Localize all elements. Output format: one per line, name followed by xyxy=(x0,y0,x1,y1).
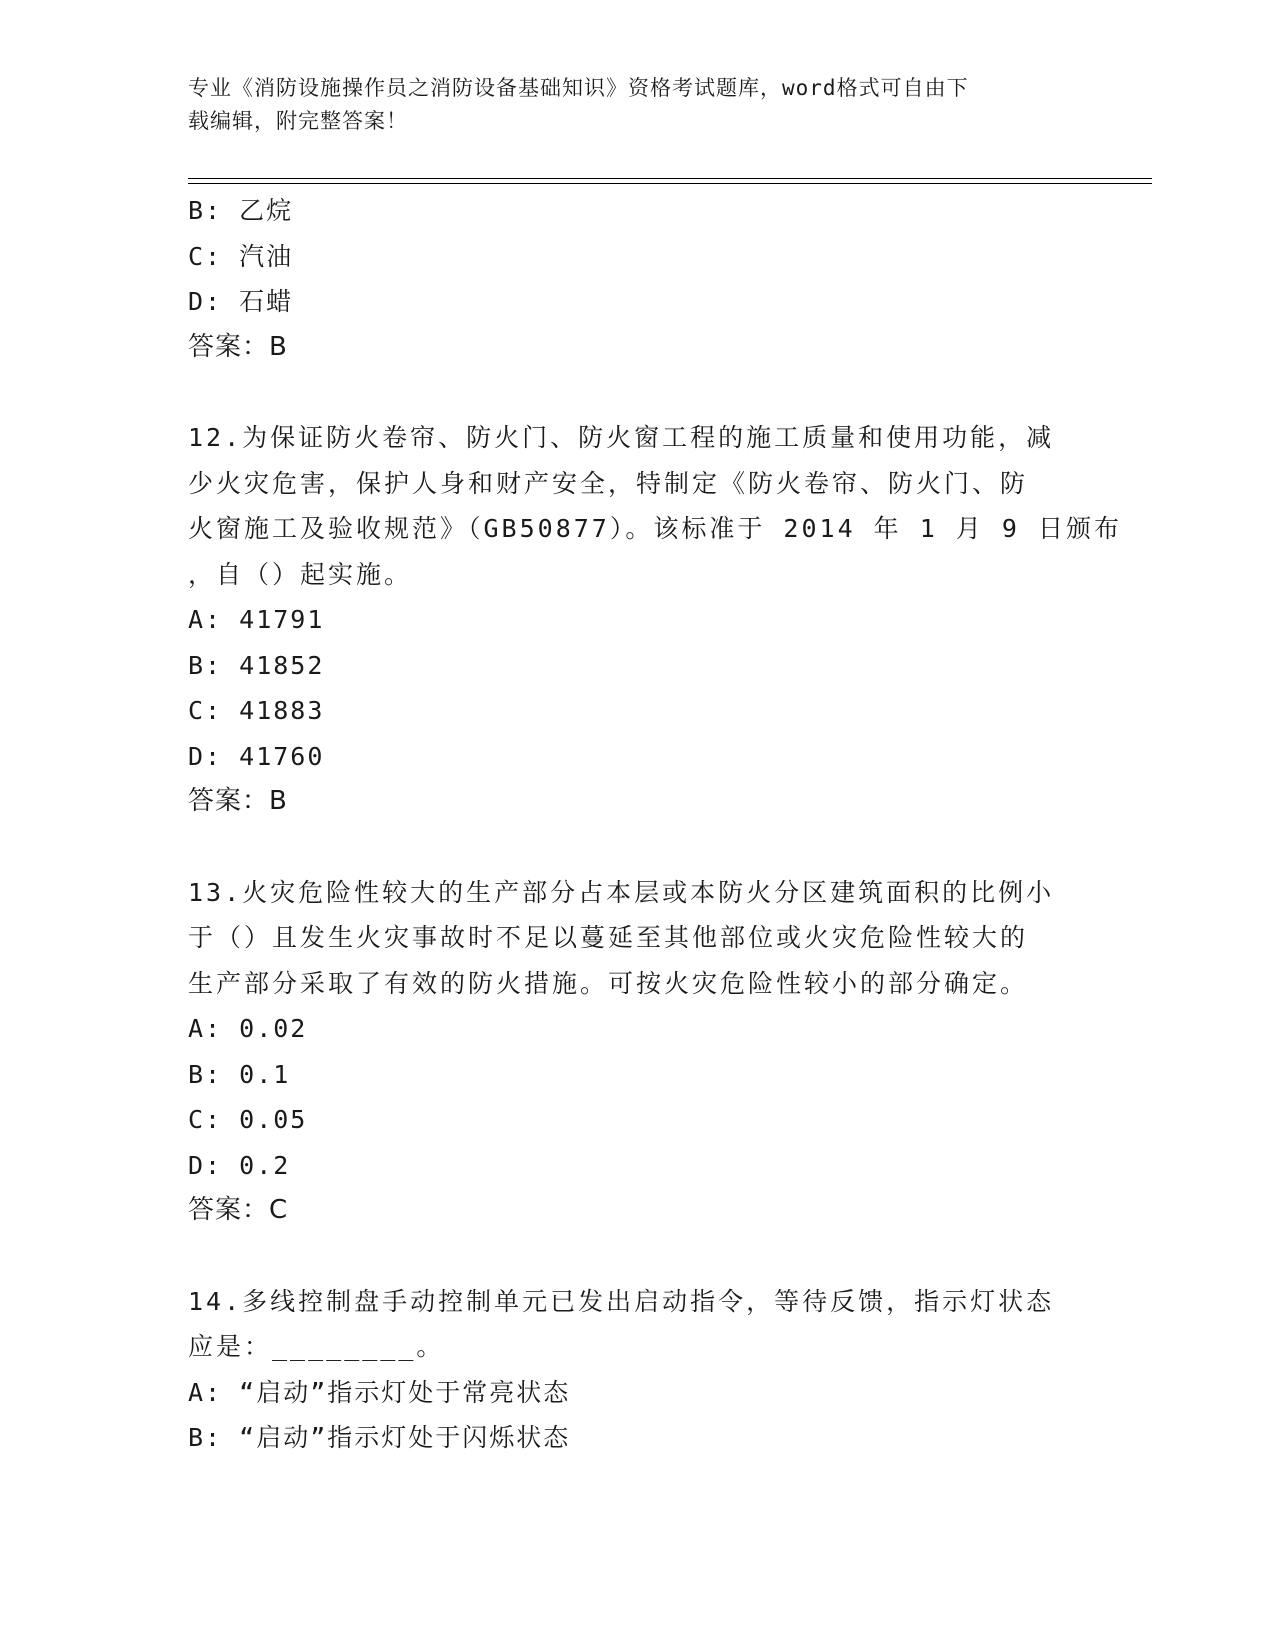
question-text-line: 少火灾危害，保护人身和财产安全，特制定《防火卷帘、防火门、防 xyxy=(188,468,1029,498)
header-divider-top xyxy=(188,178,1152,179)
option-a: A: 0.02 xyxy=(188,1014,308,1043)
question-text-line: 于（）且发生火灾事故时不足以蔓延至其他部位或火灾危险性较大的 xyxy=(188,923,1029,952)
header-line-2: 载编辑，附完整答案！ xyxy=(188,109,408,133)
header-line-1: 专业《消防设施操作员之消防设备基础知识》资格考试题库，word格式可自由下 xyxy=(188,76,969,100)
answer: 答案：B xyxy=(188,786,288,816)
option-a: A: 41791 xyxy=(188,605,325,634)
option-d: D: 0.2 xyxy=(188,1150,291,1180)
option-d: D: 41760 xyxy=(188,741,325,771)
option-b: B: 41852 xyxy=(188,650,325,680)
question-12-block xyxy=(188,415,1122,825)
question-text-line: 火窗施工及验收规范》（GB50877）。该标准于 2014 年 1 月 9 日颁布 xyxy=(188,514,1122,543)
question-text-line: 13.火灾危险性较大的生产部分占本层或本防火分区建筑面积的比例小 xyxy=(188,877,1055,907)
option-d: D: 石蜡 xyxy=(188,287,294,316)
question-text-line: 12.为保证防火卷帘、防火门、防火窗工程的施工质量和使用功能，减 xyxy=(188,423,1055,452)
option-b: B: “启动”指示灯处于闪烁状态 xyxy=(188,1423,571,1452)
question-text-line: 14.多线控制盘手动控制单元已发出启动指令，等待反馈，指示灯状态 xyxy=(188,1286,1055,1316)
question-14-block xyxy=(188,1279,1088,1461)
header-divider-bottom xyxy=(188,183,1152,184)
option-b: B: 乙烷 xyxy=(188,196,294,225)
option-b: B: 0.1 xyxy=(188,1059,291,1089)
question-text-line: ，自（）起实施。 xyxy=(188,559,413,589)
question-list xyxy=(188,188,1122,1461)
option-a: A: “启动”指示灯处于常亮状态 xyxy=(188,1377,571,1407)
spacer xyxy=(188,1234,1088,1279)
question-text-line: 生产部分采取了有效的防火措施。可按火灾危险性较小的部分确定。 xyxy=(188,968,1029,998)
option-c: C: 41883 xyxy=(188,696,325,725)
spacer xyxy=(188,825,1088,870)
spacer xyxy=(188,370,1088,415)
question-text-line: 应是：________。 xyxy=(188,1332,445,1361)
answer: 答案：B xyxy=(188,331,288,362)
document-header xyxy=(188,72,1088,138)
answer: 答案：C xyxy=(188,1195,289,1225)
question-13-block xyxy=(188,870,1088,1234)
option-c: C: 汽油 xyxy=(188,241,294,271)
prev-question-block xyxy=(188,188,1088,370)
option-c: C: 0.05 xyxy=(188,1105,308,1134)
